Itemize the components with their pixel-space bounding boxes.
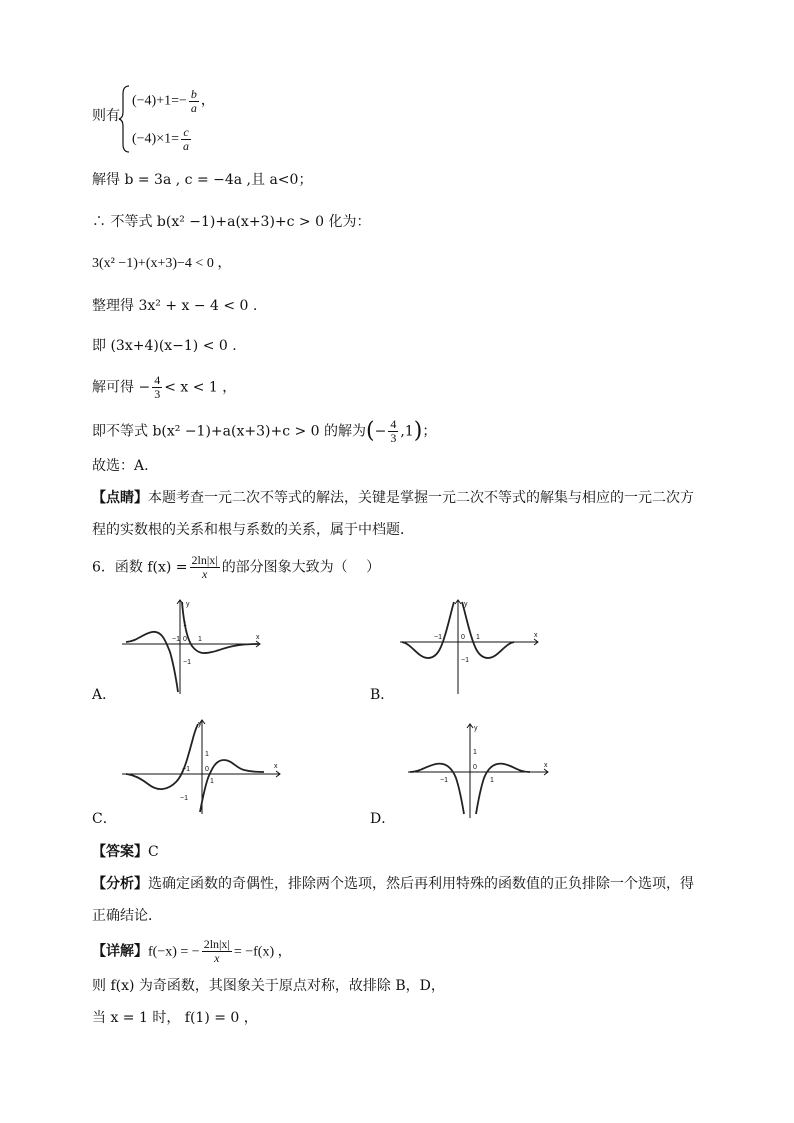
comment-line-1: 【点睛】本题考查一元二次不等式的解法，关键是掌握一元二次不等式的解集与相应的一元二次方	[92, 490, 694, 506]
option-c-label[interactable]: C．	[92, 811, 117, 827]
svg-text:0: 0	[473, 764, 477, 771]
svg-text:0: 0	[205, 766, 209, 773]
detail-line: 【详解】f(−x) = − $\frac{2\ln|x|}{x}$ = −f(x) ，	[92, 937, 292, 965]
option-b-label[interactable]: B．	[370, 687, 395, 703]
svg-text:y: y	[198, 721, 202, 728]
inequality-2: 3(x² −1)+(x+3)−4 < 0 ，	[92, 256, 232, 271]
then-have-label: 则有	[92, 108, 120, 124]
option-d-label[interactable]: D．	[370, 811, 396, 827]
graph-option-b[interactable]	[396, 596, 546, 696]
svg-text:1: 1	[183, 621, 187, 628]
svg-text:−1: −1	[182, 766, 190, 773]
svg-text:1: 1	[490, 777, 494, 784]
svg-text:x: x	[534, 632, 538, 639]
svg-text:−1: −1	[180, 795, 188, 802]
svg-text:−1: −1	[461, 657, 469, 664]
solve-line-2: 解可得 − $\frac{4}{3}$ < x < 1 ，	[92, 373, 237, 401]
svg-text:1: 1	[205, 751, 209, 758]
svg-text:1: 1	[473, 749, 477, 756]
svg-text:1: 1	[210, 778, 214, 785]
brace	[118, 84, 132, 154]
svg-text:y: y	[474, 725, 478, 732]
svg-text:0: 0	[461, 634, 465, 641]
svg-text:1: 1	[198, 636, 202, 643]
when-line: 当 x = 1 时， f(1) = 0 ，	[92, 1010, 258, 1026]
svg-text:−1: −1	[172, 636, 180, 643]
graph-option-c[interactable]	[118, 716, 288, 816]
analysis-line-1: 【分析】选确定函数的奇偶性，排除两个选项，然后再利用特殊的函数值的正负排除一个选项，得	[92, 876, 694, 892]
graph-option-d[interactable]	[404, 720, 554, 820]
svg-text:y: y	[186, 601, 190, 608]
odd-function-line: 则 f(x) 为奇函数，其图象关于原点对称，故排除 B，D，	[92, 978, 445, 994]
answer-line: 【答案】C	[92, 844, 159, 860]
svg-text:1: 1	[476, 634, 480, 641]
svg-text:x: x	[544, 762, 548, 769]
svg-text:−1: −1	[434, 634, 442, 641]
system-row-1: (−4)+1=− $\frac{b}{a}$ ，	[132, 87, 215, 115]
factor-line: 即 (3x+4)(x−1) < 0 .	[92, 338, 237, 354]
solve-line-1: 解得 b = 3a , c = −4a ,且 a<0；	[92, 172, 313, 188]
tidy-line: 整理得 3x² + x − 4 < 0 .	[92, 298, 258, 314]
graph-option-a[interactable]	[118, 596, 268, 696]
comment-tag: 【点睛】	[92, 490, 148, 506]
svg-text:−1: −1	[183, 659, 191, 666]
inequality-intro: ∴ 不等式 b(x² −1)+a(x+3)+c > 0 化为：	[92, 214, 371, 230]
svg-text:y: y	[464, 601, 468, 608]
analysis-line-2: 正确结论．	[92, 908, 162, 924]
question-6: 6．函数 f(x) = $\frac{2\ln|x|}{x}$ 的部分图象大致为（ ）	[92, 553, 381, 581]
detail-tag: 【详解】	[92, 943, 148, 960]
svg-text:−1: −1	[440, 777, 448, 784]
choose-line: 故选：A.	[92, 458, 149, 474]
svg-text:x: x	[274, 763, 278, 770]
solution-set-line: 即不等式 b(x² −1)+a(x+3)+c > 0 的解为(− $\frac{4}{3}$ ,1)；	[92, 417, 437, 445]
comment-line-2: 程的实数根的关系和根与系数的关系，属于中档题．	[92, 522, 414, 538]
system-row-2: (−4)×1= $\frac{c}{a}$	[132, 125, 190, 153]
svg-text:0: 0	[183, 636, 187, 643]
svg-text:x: x	[256, 634, 260, 641]
analysis-tag: 【分析】	[92, 876, 148, 892]
option-a-label[interactable]: A．	[92, 687, 117, 703]
answer-tag: 【答案】	[92, 844, 148, 860]
